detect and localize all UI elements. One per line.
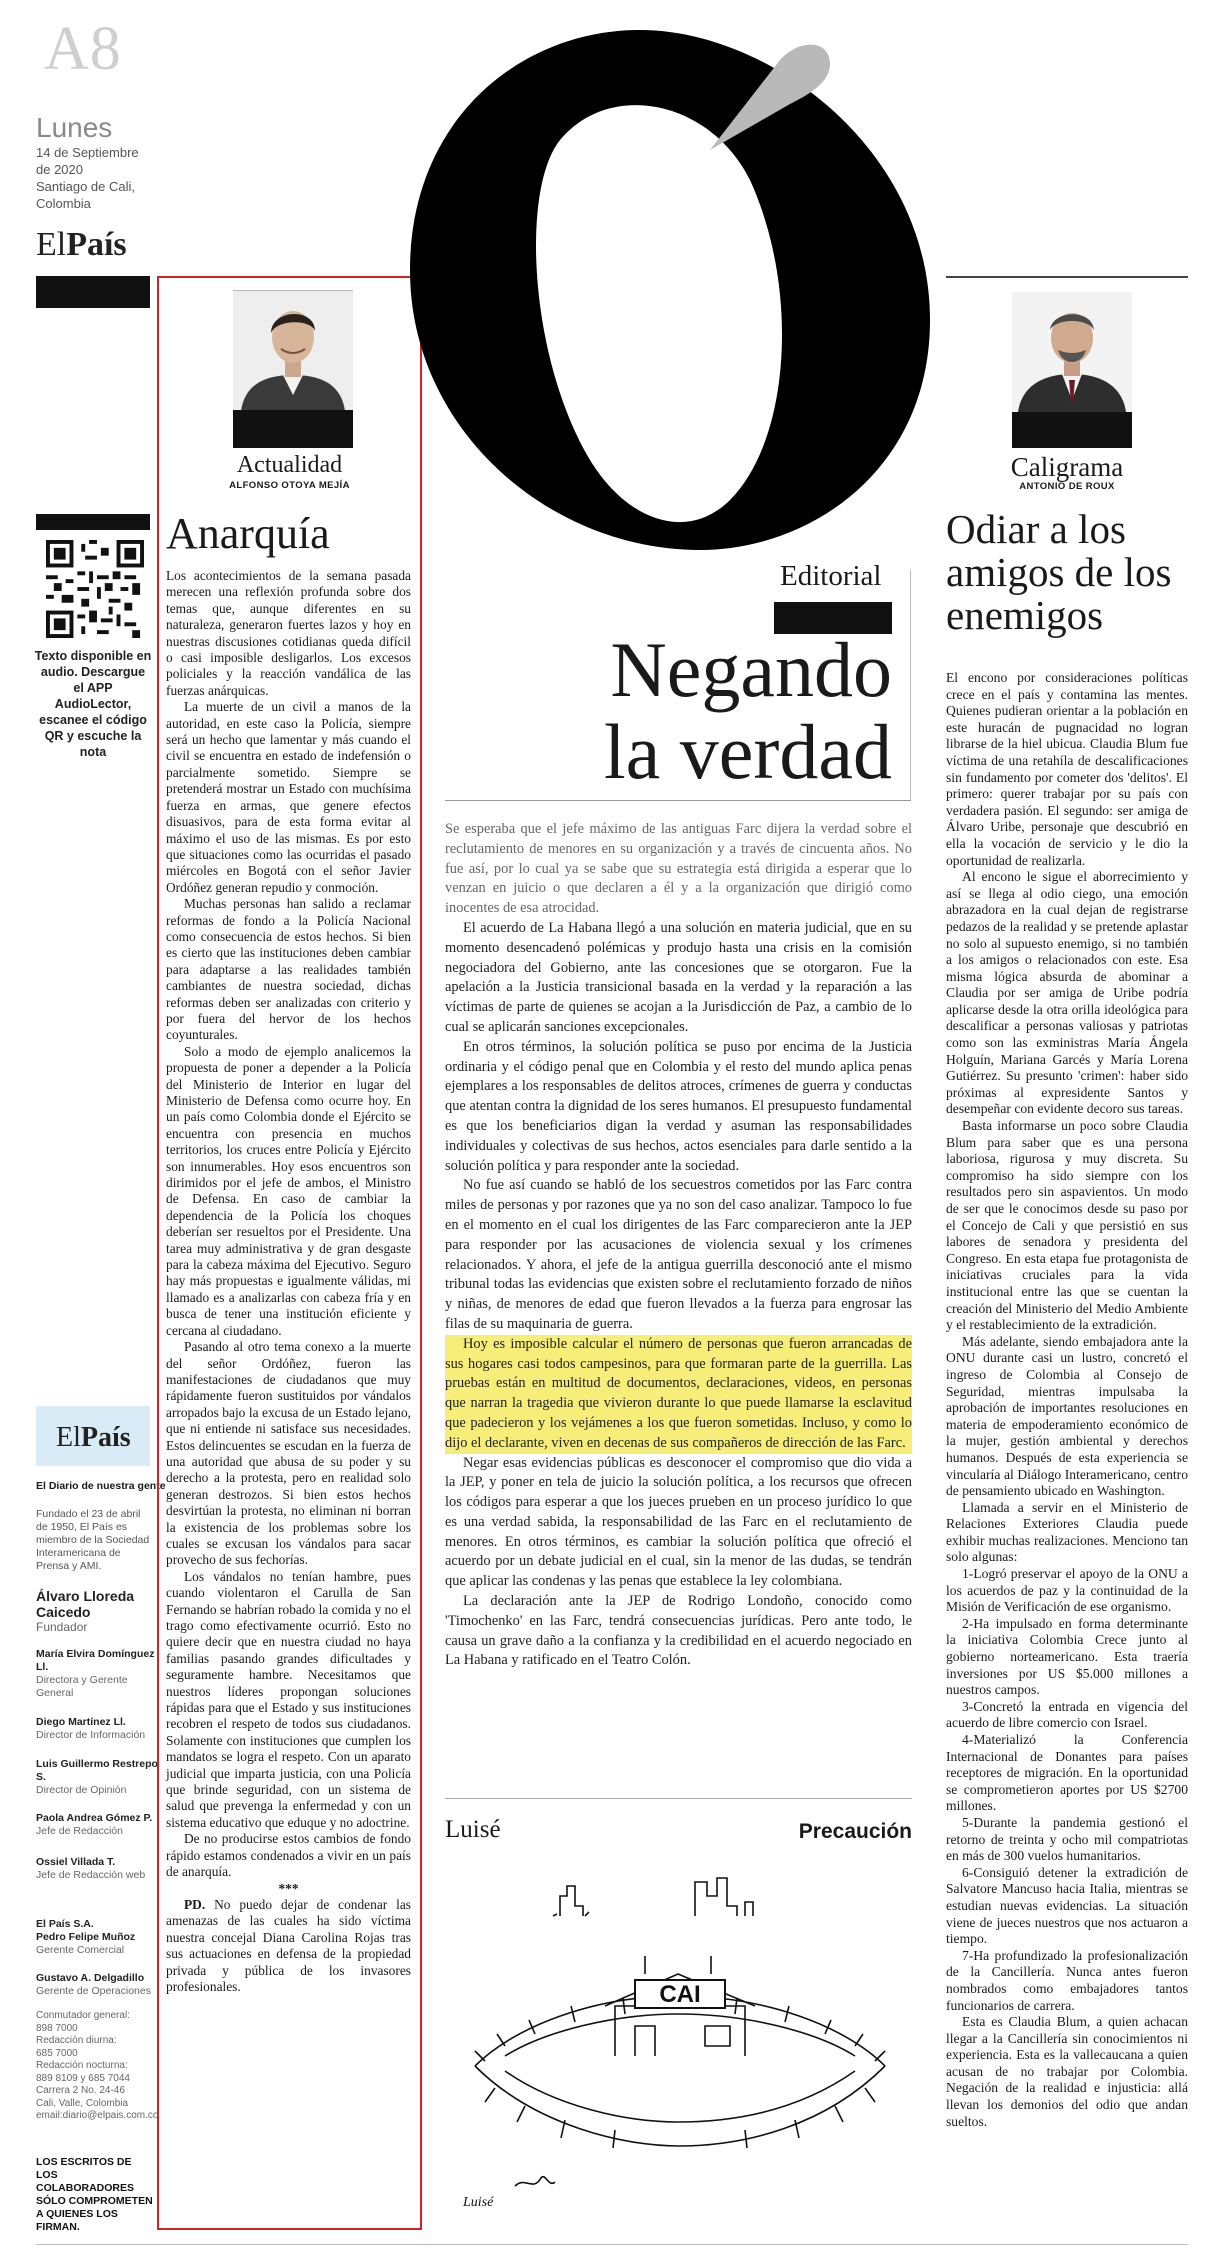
article-body [166, 568, 411, 1995]
column-rule [946, 276, 1188, 278]
postscript: PD. No puedo dejar de condenar las amenazas de las cuales ha sido víctima nuestra concejal Diana Carolina Rojas tras sus actuaciones en defensa de la propiedad privada y pública de los invasores profesionales. [166, 1896, 411, 1994]
big-o-decoration-icon [410, 30, 930, 550]
edition-day: Lunes [36, 112, 113, 143]
staff-founder: Álvaro Lloreda Caicedo Fundador [36, 1588, 135, 1634]
column-section: Actualidad [236, 452, 343, 478]
paragraph: Más adelante, siendo embajadora ante la ONU durante casi un lustro, concretó el ingreso de Colombia al Consejo de Seguridad, mientras impulsaba la aprobación de importantes resoluciones en materia de empoderamiento económico de la mujer, gestión ambiental y derechos humanos. Después de esta experiencia se vincularía al Diálogo Interamericano, centro de pensamiento ubicado en Washington. [946, 1333, 1188, 1499]
paragraph: Basta informarse un poco sobre Claudia Blum para saber que es una persona laboriosa, rigurosa y muy discreta. Su compromiso ha sido siempre con los resultados pero sin aspavientos. Un modo de ser que le conocimos desde su paso por el Concejo de Cali y que persistió en sus labores de senadora y presidenta del Congreso. En esta etapa fue protagonista de iniciativas cruciales para la vida institucional entre las que se cuentan la creación del Ministerio del Medio Ambiente y el restablecimiento de la extradición. [946, 1118, 1188, 1333]
staff-entry: Luis Guillermo Restrepo S. Director de Opinión [36, 1758, 158, 1796]
cartoon-sign: CAI [659, 1981, 701, 2008]
paragraph: Negar esas evidencias públicas es desconocer el compromiso que dio vida a la JEP, y poner en tela de juicio la solución política, a los recursos que ofrecen los códigos para esperar a que los jueces prueben en un proceso jurídico lo que es una verdad sabida, la responsabilidad de las Farc en el reclutamiento de menores. En otros términos, es cambiar la solución política que ofreció el acuerdo por un debate judicial en el cual, sin la menor de las dudas, se tendrán que aplicar las condenas y las penas que establece la ley colombiana. [445, 1454, 912, 1590]
paragraph: Los vándalos no tenían hambre, pues cuando violentaron el Carulla de San Fernando se habrían robado la comida y no el trago como efectivamente ocurrió. Esto no quiere decir que en nuestra ciudad no haya familias pasando grandes dificultades y seguramente hambre. Necesitamos que nuestros líderes propongan soluciones rápidas para que el Estado y sus instituciones recobren el respeto de todos sus ciudadanos. Solamente con instituciones que cumplen los mandatos se logra el respeto. Con un aparato judicial que imparta justicia, con una Policía que brinde seguridad, con un sistema de salud que prevenga la enfermedad y con un sistema educativo que eduque y no adoctrine. [166, 1568, 411, 1830]
paragraph: La declaración ante la JEP de Rodrigo Londoño, conocido como 'Timochenko' en las Farc, tendrá consecuencias jurídicas. Pero ante todo, le causa un grave daño a la confianza y la credibilidad en el acuerdo negociado en La Habana y ratificado en el Teatro Colón. [445, 1593, 912, 1669]
list-item: 1-Logró preservar el apoyo de la ONU a los acuerdos de paz y la continuidad de la Misión de Verificación de ese organismo. [946, 1566, 1188, 1615]
list-item: 6-Consiguió detener la extradición de Salvatore Mancuso hacia Italia, mientras se estudian nuevas evidencias. La situación viene de jueces nuestros que nos actuaron a tiempo. [946, 1864, 1188, 1947]
qr-code-icon[interactable] [46, 540, 144, 638]
article-title: Anarquía [166, 509, 330, 558]
masthead-logo: ElPaís [56, 1422, 131, 1453]
date-line: 14 de Septiembre [36, 145, 139, 160]
masthead-contact: Conmutador general: 898 7000 Redacción diurna: 685 7000 Redacción nocturna: 889 8109 y 685 7044 Carrera 2 No. 24-46 Cali, Valle, Colombia email:diario@elpais.com.co [36, 2010, 159, 2121]
editorial-title: Negando [610, 626, 892, 713]
column-section: Caligrama [1010, 452, 1124, 482]
paragraph: El acuerdo de La Habana llegó a una solución en materia judicial, que en su momento desencadenó polémicas y produjo hasta una crisis en la comisión negociadora del Gobierno, ante las concesiones que se otorgaron. Fue la apelación a la Justicia transicional basada en la verdad y la reparación a las víctimas de parte de quienes se acojan a la Jurisdicción de Paz, a cambio de lo cual se aplicarán sanciones excepcionales. [445, 919, 912, 1035]
paragraph: En otros términos, la solución política se puso por encima de la Justicia ordinaria y el código penal que en Colombia y el resto del mundo aplica penas ejemplares a los responsables de delitos atroces, crímenes de guerra y conductas que atentan contra la dignidad de los seres humanos. El presupuesto fundamental es que los beneficiarios digan la verdad y asuman las responsabilidades individuales y colectivas de sus hechos, actos esenciales para darle sentido a la solución política y para responder ante la sociedad. [445, 1038, 912, 1174]
paragraph: La muerte de un civil a manos de la autoridad, en este caso la Policía, siempre será un hecho que lamentar y más cuando el civil se encuentra en estado de indefensión o parcialmente sometido. Siempre se pretenderá mostrar un Estado con muchísima fuerza en armas, que genere efectos disuasivos, para de esta forma evitar al máximo el uso de las mismas. Es por esto que situaciones como las ocurridas el pasado miércoles en Bogotá con el señor Javier Ordóñez generan repudio y conmoción. [166, 699, 411, 895]
staff-entry: Diego Martínez Ll. Director de Información [36, 1716, 146, 1741]
column-author: ALFONSO OTOYA MEJÍA [229, 480, 350, 491]
cartoon-signature: Luisé [463, 2195, 494, 2210]
editorial-rule [445, 800, 911, 801]
editorial-label: Editorial [780, 560, 882, 592]
paragraph: No fue así cuando se habló de los secuestros cometidos por las Farc contra miles de personas y por razones que ya no son del caso analizar. Tampoco lo fue en el momento en el cual los dirigentes de las Farc comparecieron ante la JEP para responder por las acusaciones de violencia sexual y los crímenes relacionados. Y ahora, el jefe de la antigua guerrilla desconoció ante el mismo tribunal todas las evidencias que existen sobre el reclutamiento forzado de niños y niñas, de menores de edad que fueron llevados a la fuerza para engrosar las filas de su maquinaria de guerra. [445, 1177, 912, 1332]
list-item: 2-Ha impulsado en forma determinante la iniciativa Colombia Crece junto al gobierno norteamericano. Esta traería inversiones por US $5.000 millones a nuestros campos. [946, 1615, 1188, 1698]
author-portrait-icon [233, 291, 353, 411]
staff-entry: Paola Andrea Gómez P. Jefe de Redacción [36, 1812, 153, 1837]
edition-date [36, 144, 166, 212]
logo-bar [36, 276, 150, 308]
list-item: 4-Materializó la Conferencia Internacional de Donantes para países receptores de migración. En la oportunidad se comprometieron aportes por US $2700 millones. [946, 1732, 1188, 1814]
masthead-disclaimer: LOS ESCRITOS DE LOS COLABORADORES SÓLO COMPROMETEN A QUIENES LOS FIRMAN. [36, 2156, 153, 2233]
page-number: A8 [44, 15, 122, 83]
editorial-body [445, 820, 912, 1671]
staff-entry: Ossiel Villada T. Jefe de Redacción web [36, 1856, 146, 1881]
column-author: ANTONIO DE ROUX [1019, 481, 1115, 492]
paragraph: Muchas personas han salido a reclamar reformas de fondo a la Policía Nacional como consecuencia de estos hechos. Si bien es cierto que las instituciones deben cambiar para adaptarse a las realidades también cambiantes de nuestra sociedad, dichas reformas deben ser analizadas con criterio y por fuera del hervor de los hechos coyunturales. [166, 896, 411, 1043]
staff-company: El País S.A. Pedro Felipe Muñoz Gerente Comercial [36, 1918, 136, 1956]
article-body [946, 670, 1188, 2130]
paragraph: Llamada a servir en el Ministerio de Relaciones Exteriores Claudia puede exhibir muchas realizaciones. Menciono tan solo algunas: [946, 1499, 1188, 1565]
masthead-tagline: El Diario de nuestra gente [36, 1480, 166, 1492]
date-line: de 2020 [36, 162, 83, 177]
article-title: Odiar a los amigos de los enemigos [946, 506, 1172, 638]
paragraph: Solo a modo de ejemplo analicemos la propuesta de poner a depender a la Policía del Ministerio de Interior en lugar del Ministerio de Defensa como ocurre hoy. En un país como Colombia donde el Ejército se encuentra con presencia en muchos territorios, los cruces entre Policía y Ejército son innumerables. Hoy esos encuentros son dirimidos por el jefe de ambos, el Ministro de Defensa. En caso de cambiar la dependencia de la Policía los choques deberían ser resueltos por el Presidente. Una tarea muy administrativa y de gran desgaste para la cabeza máxima del Ejecutivo. Seguro hay más propuestas e igualmente válidas, mi llamado es a analizarlas con cabeza fría y en busca de tener una institución eficiente y cercana al ciudadano. [166, 1043, 411, 1338]
separator: *** [278, 1880, 299, 1896]
date-line: Colombia [36, 196, 91, 211]
author-photo-bar [1012, 412, 1132, 448]
date-line: Santiago de Cali, [36, 179, 136, 194]
cartoon-illustration-icon [445, 1856, 912, 2216]
author-photo [233, 290, 353, 411]
highlighted-paragraph: Hoy es imposible calcular el número de personas que fueron arrancadas de sus hogares casi todos campesinos, para que formaran parte de la guerrilla. Las pruebas están en multitud de documentos, declaraciones, videos, en personas que narran la tragedia que vivieron durante lo que puede llamarse la esclavitud que padecieron y los vejámenes a los que fueron sometidas. Incluso, y como lo dijo el declarante, viven en decenas de sus compañeros de dirección de las Farc. [445, 1335, 912, 1454]
author-photo-bar [233, 410, 353, 448]
paragraph: Esta es Claudia Blum, a quien achacan llegar a la Cancillería sin conocimientos ni experiencia. Esta es la vallecaucana a quien acusan de no trabajar por Colombia. Negación de la realidad e injusticia: allá llevan los demonios del odio que andan sueltos. [946, 2014, 1188, 2129]
list-item: 3-Concretó la entrada en vigencia del acuerdo de libre comercio con Israel. [946, 1698, 1188, 1731]
cartoon-rule [445, 1798, 912, 1799]
masthead-founded: Fundado el 23 de abril de 1950, El País es miembro de la Sociedad Interamericana de Prensa y AMI. [36, 1508, 150, 1572]
newspaper-logo: ElPaís [36, 226, 127, 263]
staff-entry: Gustavo A. Delgadillo Gerente de Operaciones [36, 1972, 151, 1997]
editorial-lead: Se esperaba que el jefe máximo de las antiguas Farc dijera la verdad sobre el reclutamiento de menores en su organización y a través de cincuenta años. No fue así, por lo cual ya se sabe que su estrategia está dirigida a esperar que lo venzan en juicio o que declaren a él y a la organización que dirigió como inocentes de esa atrocidad. [445, 821, 912, 917]
paragraph: Al encono le sigue el aborrecimiento y así se llega al odio ciego, una emoción abrazadora en la cual dejan de registrarse pedazos de la realidad y se pretende aplastar no solo al supuesto enemigo, si no también a los amigos o relacionados con este. Esa misma lógica absurda de abominar a Claudia por ser amiga de Uribe podría aplicarse desde la otra orilla ideológica para descalificar a personas valiosas y patriotas como son las exministras María Ángela Holguín, Mariana Garcés y María Lorena Gutiérrez. Su presunto 'crimen': haber sido próximas al expresidente Santos y desempeñar con evidente decoro sus tareas. [946, 869, 1188, 1117]
paragraph: Los acontecimientos de la semana pasada merecen una reflexión profunda sobre dos temas que, aunque diferentes en su naturaleza, generaron fuertes lazos y hoy en nuestras discusiones cotidianas queda difícil o casi imposible desligarlos. Los excesos policiales y la reacción vandálica de las fuerzas anárquicas. [166, 568, 411, 698]
list-item: 5-Durante la pandemia gestionó el retorno de treinta y ocho mil compatriotas en más de 300 vuelos humanitarios. [946, 1814, 1188, 1864]
paragraph: Pasando al otro tema conexo a la muerte del señor Ordóñez, fueron las manifestaciones de ciudadanos que muy rápidamente fueron sustituidos por vándalos arropados bajo la excusa de un Estado lejano, que ni entiende ni satisface sus necesidades. Estos delincuentes se escudan en la fuerza de una autoridad que abusa de su poder y su derecho a la protesta, pero en realidad solo generan destrozos. Si bien estos hechos desvirtúan la protesta, no eliminan ni borran la existencia de los problemas sobre los cuales se excusan los vándalos para sacar provecho de sus fechorías. [166, 1339, 411, 1568]
editorial-title: la verdad [603, 708, 892, 795]
cartoon-title: Precaución [798, 1820, 912, 1843]
list-item: 7-Ha profundizado la profesionalización de la Cancillería. Nunca antes fueron nombrados como embajadores tantos funcionarios de carrera. [946, 1947, 1188, 2013]
author-photo [1012, 292, 1132, 412]
paragraph: De no producirse estos cambios de fondo rápido estamos condenados a vivir en un país de anarquía. [166, 1831, 411, 1880]
cartoon-artist: Luisé [445, 1816, 501, 1843]
staff-entry: María Elvira Domínguez Ll. Directora y Gerente General [36, 1648, 155, 1699]
page-bottom-rule [36, 2244, 1188, 2245]
audio-bar [36, 514, 150, 530]
paragraph: El encono por consideraciones políticas crece en el país y contamina las mentes. Quienes pudieran orientar a la población en este huracán de pugnacidad no logran librarse de la hiel ubicua. Claudia Blum fue víctima de una retahíla de descalificaciones sin fundamento por cometer dos 'delitos'. El primero: querer trabajar por su país con verdadera pasión. El segundo: ser amiga de Álvaro Uribe, personaje que descubrió en ella la vocación de servicio y le dio la oportunidad de realizarla. [946, 670, 1188, 868]
audio-note: Texto disponible en audio. Descargue el APP AudioLector, escanee el código QR y escuche la nota [34, 649, 152, 759]
author-portrait-icon [1012, 292, 1132, 412]
editorial-divider [910, 570, 911, 800]
